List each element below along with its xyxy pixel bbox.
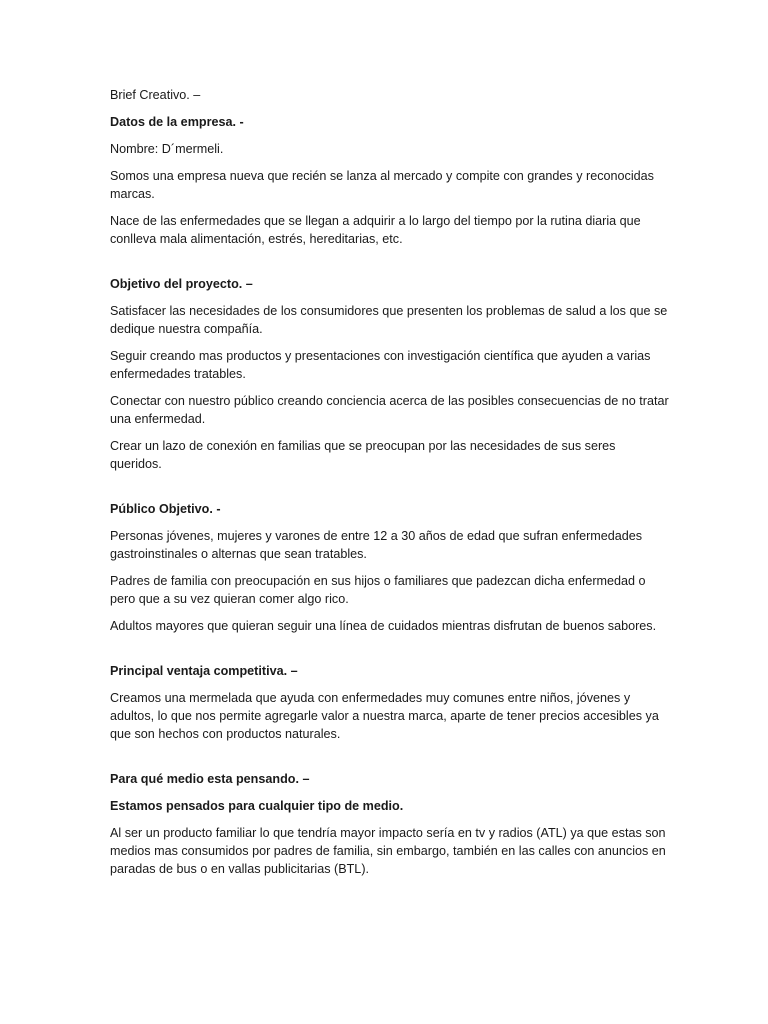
ventaja-paragraph: Creamos una mermelada que ayuda con enfermedades muy comunes entre niños, jóvenes y adultos, lo que nos permite agregarle valor a nuestra marca, aparte de tener precios accesibles ya que son hechos con productos naturales. <box>110 691 659 741</box>
objetivo-heading: Objetivo del proyecto. – <box>110 277 253 291</box>
ventaja-heading: Principal ventaja competitiva. – <box>110 664 298 678</box>
publico-paragraph: Adultos mayores que quieran seguir una línea de cuidados mientras disfrutan de buenos sabores. <box>110 619 657 633</box>
publico-paragraph: Personas jóvenes, mujeres y varones de entre 12 a 30 años de edad que sufran enfermedades gastroinstinales o alternas que sean tratables. <box>110 529 643 561</box>
empresa-paragraph: Nace de las enfermedades que se llegan a adquirir a lo largo del tiempo por la rutina diaria que conlleva mala alimentación, estrés, hereditarias, etc. <box>110 214 641 246</box>
publico-paragraph: Padres de familia con preocupación en sus hijos o familiares que padezcan dicha enfermedad o pero que a su vez quieran comer algo rico. <box>110 574 646 606</box>
medio-heading: Para qué medio esta pensando. – <box>110 772 310 786</box>
empresa-nombre: Nombre: D´mermeli. <box>110 142 224 156</box>
objetivo-paragraph: Seguir creando mas productos y presentaciones con investigación científica que ayuden a varias enfermedades tratables. <box>110 349 651 381</box>
medio-paragraph: Al ser un producto familiar lo que tendría mayor impacto sería en tv y radios (ATL) ya que estas son medios mas consumidos por padres de familia, sin embargo, también en las calles con anuncios en paradas de bus o en vallas publicitarias (BTL). <box>110 826 666 876</box>
medio-subheading: Estamos pensados para cualquier tipo de medio. <box>110 799 404 813</box>
objetivo-paragraph: Satisfacer las necesidades de los consumidores que presenten los problemas de salud a los que se dedique nuestra compañía. <box>110 304 668 336</box>
document-title: Brief Creativo. – <box>110 88 201 102</box>
document-page <box>110 86 670 887</box>
empresa-paragraph: Somos una empresa nueva que recién se lanza al mercado y compite con grandes y reconocidas marcas. <box>110 169 654 201</box>
objetivo-paragraph: Conectar con nuestro público creando conciencia acerca de las posibles consecuencias de no tratar una enfermedad. <box>110 394 669 426</box>
objetivo-paragraph: Crear un lazo de conexión en familias que se preocupan por las necesidades de sus seres queridos. <box>110 439 616 471</box>
empresa-heading: Datos de la empresa. - <box>110 115 244 129</box>
publico-heading: Público Objetivo. - <box>110 502 221 516</box>
